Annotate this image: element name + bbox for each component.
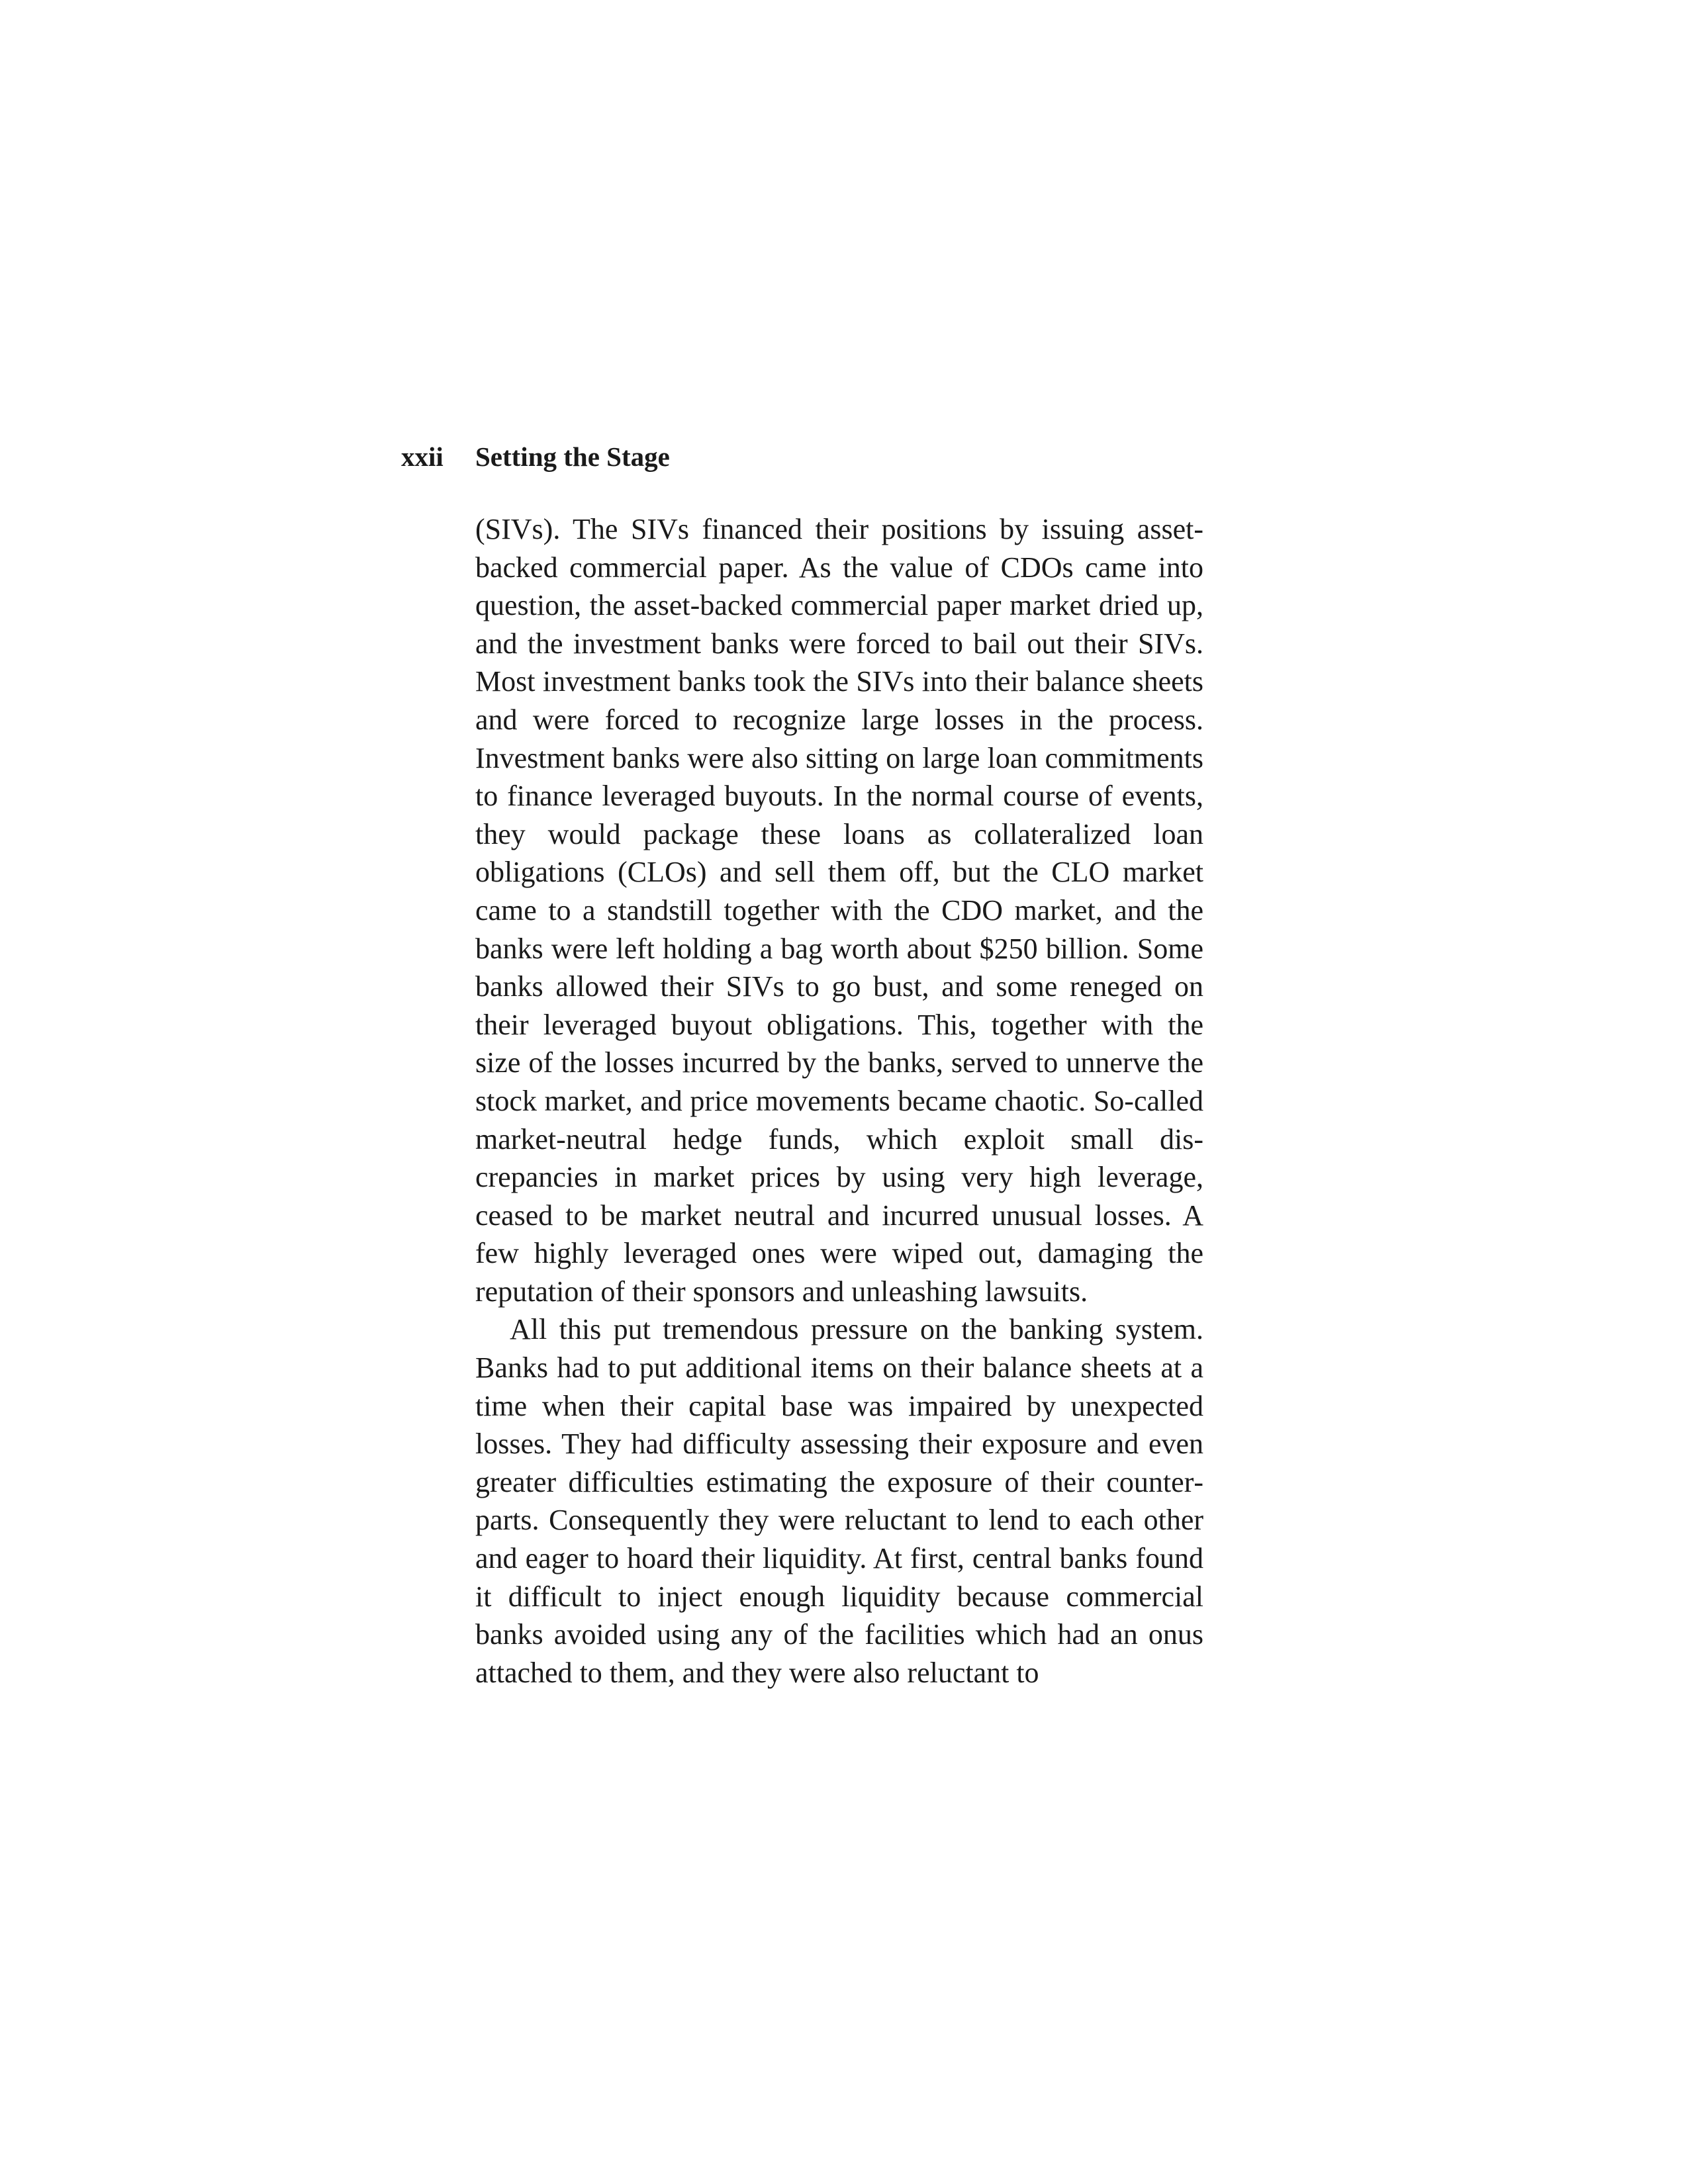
paragraph-1: (SIVs). The SIVs financed their positions by issuing asset-backed commercial paper. As the value of CDOs came into question, the asset-backed commercial paper market dried up, and the investment banks were forced to bail out their SIVs. Most investment banks took the SIVs into their balance sheets and were forced to recognize large losses in the process. Investment banks were also sitting on large loan commitments to finance leveraged buyouts. In the normal course of events, they would package these loans as collateralized loan obligations (CLOs) and sell them off, but the CLO market came to a standstill together with the CDO market, and the banks were left holding a bag worth about $250 billion. Some banks allowed their SIVs to go bust, and some reneged on their leveraged buyout obligations. This, together with the size of the losses incurred by the banks, served to unnerve the stock market, and price movements became chaotic. So-called market-neutral hedge funds, which exploit small discrepancies in market prices by using very high leverage, ceased to be market neutral and incurred unusual losses. A few highly leveraged ones were wiped out, damaging the reputation of their sponsors and unleashing lawsuits. (475, 513, 1203, 1308)
page-number: xxii (401, 441, 444, 472)
paragraph-2: All this put tremendous pressure on the banking system. Banks had to put additional items on their balance sheets at a time when their capital base was impaired by unexpected losses. They had difficulty assessing their exposure and even greater difficulties estimating the exposure of their counterparts. Consequently they were reluctant to lend to each other and eager to hoard their liquidity. At first, central banks found it difficult to inject enough liquidity because commercial banks avoided using any of the facilities which had an onus attached to them, and they were also reluctant to (475, 1313, 1203, 1689)
body-text (475, 510, 1203, 1692)
running-title: Setting the Stage (475, 441, 670, 472)
running-head (401, 437, 1222, 477)
